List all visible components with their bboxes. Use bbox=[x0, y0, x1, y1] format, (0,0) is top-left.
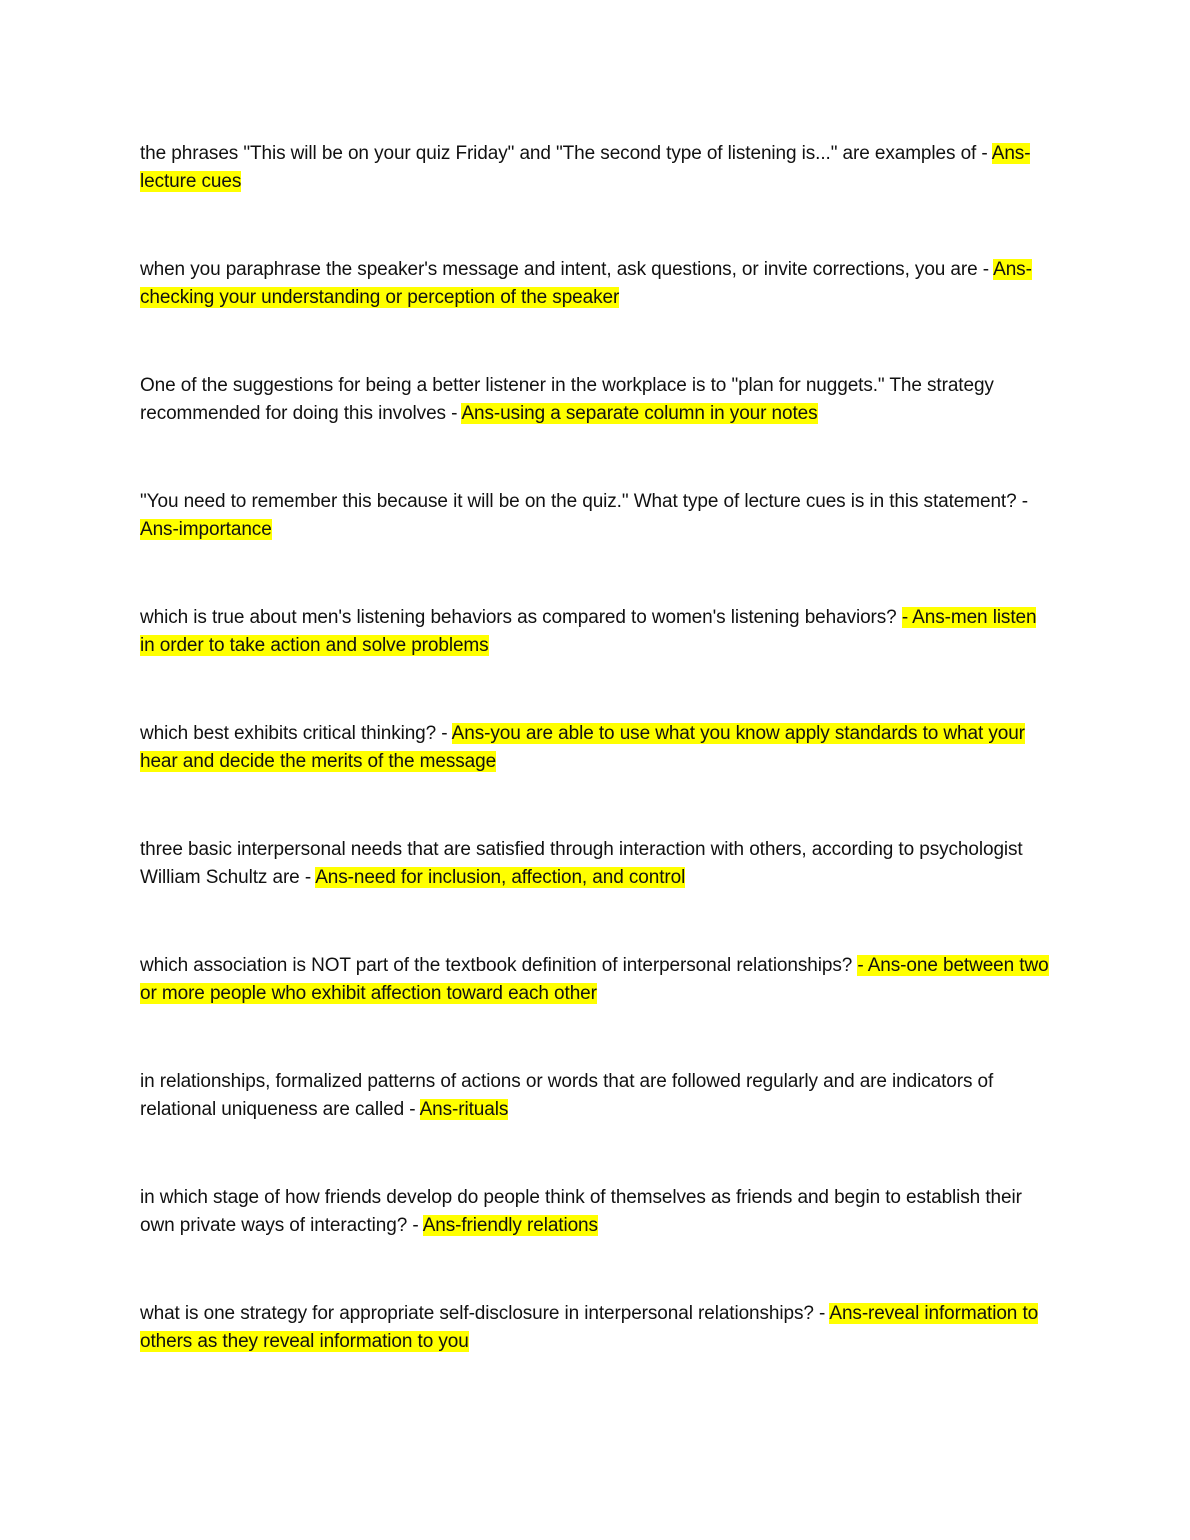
question-text: in relationships, formalized patterns of actions or words that are followed regularly and are indicators of relational uniqueness are called - bbox=[140, 1071, 994, 1120]
qa-item-9 bbox=[140, 1068, 1052, 1124]
question-text: three basic interpersonal needs that are satisfied through interaction with others, according to psychologist William Schultz are - bbox=[140, 839, 1023, 888]
question-text: "You need to remember this because it will be on the quiz." What type of lecture cues is in this statement? - bbox=[140, 491, 1028, 512]
answer-highlight: Ans-checking your understanding or perception of the speaker bbox=[140, 259, 1032, 308]
answer-highlight: Ans-reveal information to others as they reveal information to you bbox=[140, 1303, 1039, 1352]
answer-highlight: Ans-importance bbox=[140, 519, 272, 540]
answer-highlight: Ans-need for inclusion, affection, and control bbox=[315, 867, 686, 888]
qa-item-7 bbox=[140, 836, 1052, 892]
question-text: what is one strategy for appropriate self-disclosure in interpersonal relationships? - bbox=[140, 1303, 830, 1324]
answer-highlight: Ans-rituals bbox=[419, 1099, 509, 1120]
qa-item-8 bbox=[140, 952, 1052, 1008]
question-text: when you paraphrase the speaker's message and intent, ask questions, or invite corrections, you are - bbox=[140, 259, 994, 280]
answer-highlight: - Ans-men listen in order to take action and solve problems bbox=[140, 607, 1037, 656]
answer-highlight: - Ans-one between two or more people who exhibit affection toward each other bbox=[140, 955, 1049, 1004]
qa-item-4 bbox=[140, 488, 1052, 544]
qa-item-2 bbox=[140, 256, 1052, 312]
question-text: One of the suggestions for being a better listener in the workplace is to "plan for nuggets." The strategy recommended for doing this involves - bbox=[140, 375, 994, 424]
question-text: which is true about men's listening behaviors as compared to women's listening behaviors? bbox=[140, 607, 902, 628]
qa-item-6 bbox=[140, 720, 1052, 776]
answer-highlight: Ans-using a separate column in your notes bbox=[461, 403, 818, 424]
qa-item-1 bbox=[140, 140, 1052, 196]
answer-highlight: Ans-friendly relations bbox=[422, 1215, 598, 1236]
answer-highlight: Ans-lecture cues bbox=[140, 143, 1031, 192]
qa-item-10 bbox=[140, 1184, 1052, 1240]
question-text: which best exhibits critical thinking? - bbox=[140, 723, 452, 744]
question-text: which association is NOT part of the textbook definition of interpersonal relationships? bbox=[140, 955, 858, 976]
qa-item-11 bbox=[140, 1300, 1052, 1356]
answer-highlight: Ans-you are able to use what you know apply standards to what your hear and decide the merits of the message bbox=[140, 723, 1025, 772]
qa-item-3 bbox=[140, 372, 1052, 428]
qa-item-5 bbox=[140, 604, 1052, 660]
question-text: the phrases "This will be on your quiz Friday" and "The second type of listening is..." are examples of - bbox=[140, 143, 992, 164]
qa-list bbox=[140, 140, 1052, 1416]
question-text: in which stage of how friends develop do people think of themselves as friends and begin to establish their own private ways of interacting? - bbox=[140, 1187, 1022, 1236]
